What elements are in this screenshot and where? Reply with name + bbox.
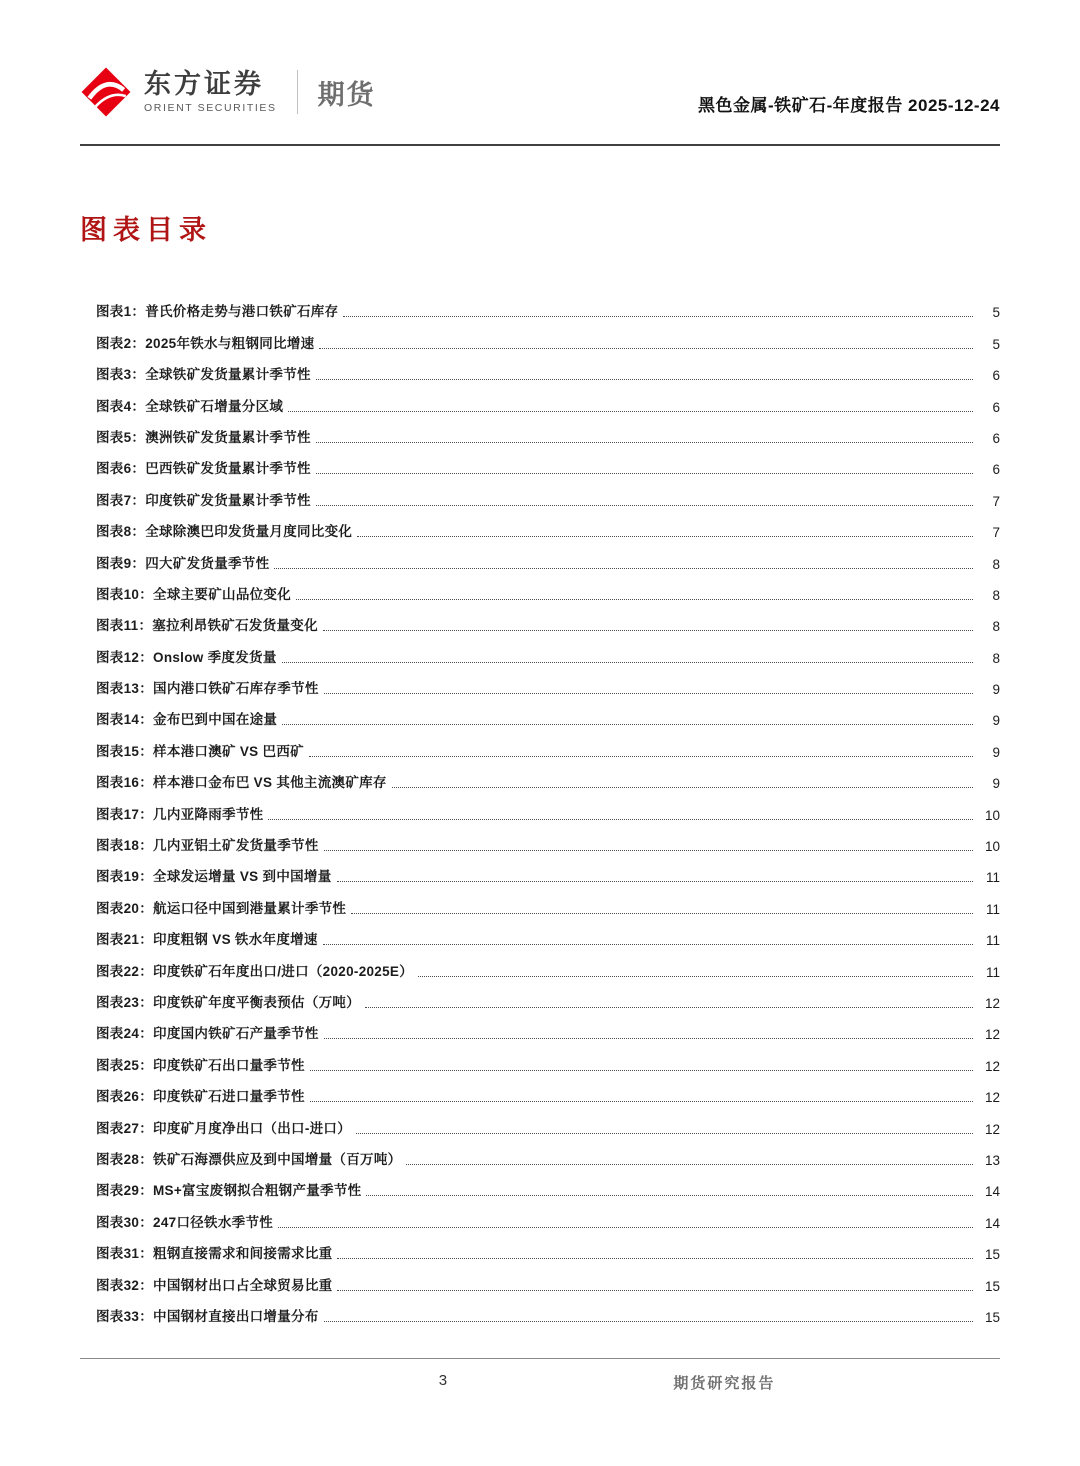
report-title: 黑色金属-铁矿石-年度报告 2025-12-24 [697, 96, 1000, 115]
brand-divider [297, 70, 298, 114]
department-label: 期货 [317, 79, 376, 110]
dot-leader [366, 1195, 973, 1196]
toc-section [80, 146, 1000, 1331]
dot-leader [337, 1258, 973, 1259]
orient-securities-logo-icon [80, 66, 132, 118]
toc-entry-page: 15 [984, 1278, 1000, 1294]
dot-leader [268, 819, 973, 820]
toc-entry-page: 9 [992, 713, 1000, 729]
toc-entry-label: 图表6：巴西铁矿发货量累计季节性 [96, 461, 311, 477]
toc-entry-page: 6 [992, 430, 1000, 446]
dot-leader [324, 850, 973, 851]
brand-name [144, 70, 277, 115]
toc-entry[interactable] [96, 923, 1000, 954]
toc-entry-page: 10 [984, 807, 1000, 823]
toc-entry-label: 图表9：四大矿发货量季节性 [96, 555, 270, 571]
toc-entry-page: 12 [984, 1058, 1000, 1074]
toc-entry-label: 图表16：样本港口金布巴 VS 其他主流澳矿库存 [96, 775, 387, 791]
toc-entry[interactable] [96, 546, 1000, 577]
page-number: 3 [438, 1372, 448, 1389]
footer-report-type-label: 期货研究报告 [673, 1375, 776, 1392]
toc-entry-page: 8 [992, 556, 1000, 572]
toc-entry-label: 图表15：样本港口澳矿 VS 巴西矿 [96, 743, 304, 759]
page-header [80, 66, 1000, 118]
toc-entry[interactable] [96, 1237, 1000, 1268]
toc-entry-page: 15 [984, 1309, 1000, 1325]
toc-entry-page: 13 [984, 1152, 1000, 1168]
toc-entry-page: 12 [984, 995, 1000, 1011]
dot-leader [316, 379, 973, 380]
toc-entry-page: 12 [984, 1027, 1000, 1043]
dot-leader [288, 411, 973, 412]
toc-entry-label: 图表19：全球发运增量 VS 到中国增量 [96, 869, 332, 885]
toc-entry[interactable] [96, 703, 1000, 734]
toc-entry-label: 图表29：MS+富宝废钢拟合粗钢产量季节性 [96, 1183, 362, 1199]
toc-entry-page: 8 [992, 650, 1000, 666]
dot-leader [282, 724, 973, 725]
toc-entry-label: 图表20：航运口径中国到港量累计季节性 [96, 900, 347, 916]
toc-entry-page: 9 [992, 776, 1000, 792]
toc-entry[interactable] [96, 452, 1000, 483]
toc-entry[interactable] [96, 986, 1000, 1017]
toc-entry-label: 图表32：中国钢材出口占全球贸易比重 [96, 1277, 333, 1293]
dot-leader [337, 1290, 973, 1291]
dot-leader [323, 944, 973, 945]
toc-entry[interactable] [96, 829, 1000, 860]
dot-leader [274, 568, 973, 569]
toc-entry-page: 9 [992, 682, 1000, 698]
toc-entry[interactable] [96, 1205, 1000, 1236]
toc-entry[interactable] [96, 358, 1000, 389]
toc-entry[interactable] [96, 1300, 1000, 1331]
brand-name-cn: 东方证券 [144, 68, 264, 99]
toc-entry-label: 图表31：粗钢直接需求和间接需求比重 [96, 1246, 333, 1262]
dot-leader [324, 693, 973, 694]
dot-leader [357, 536, 973, 537]
dot-leader [319, 348, 973, 349]
toc-entry-label: 图表18：几内亚铝土矿发货量季节性 [96, 838, 319, 854]
dot-leader [406, 1164, 973, 1165]
toc-entry-label: 图表8：全球除澳巴印发货量月度同比变化 [96, 524, 353, 540]
toc-entry-label: 图表26：印度铁矿石进口量季节性 [96, 1089, 305, 1105]
toc-entry-label: 图表33：中国钢材直接出口增量分布 [96, 1308, 319, 1324]
toc-entry[interactable] [96, 1143, 1000, 1174]
toc-entry-label: 图表10：全球主要矿山品位变化 [96, 586, 292, 602]
dot-leader [316, 442, 973, 443]
toc-entry-page: 6 [992, 462, 1000, 478]
toc-entry[interactable] [96, 672, 1000, 703]
dot-leader [282, 662, 973, 663]
dot-leader [310, 1070, 973, 1071]
toc-entry-page: 9 [992, 744, 1000, 760]
dot-leader [316, 505, 973, 506]
toc-entry-page: 10 [984, 839, 1000, 855]
toc-entry-page: 5 [992, 305, 1000, 321]
toc-entry-label: 图表22：印度铁矿石年度出口/进口（2020-2025E） [96, 963, 414, 979]
dot-leader [324, 1321, 973, 1322]
toc-entry-label: 图表1：普氏价格走势与港口铁矿石库存 [96, 304, 339, 320]
dot-leader [418, 976, 973, 977]
dot-leader [278, 1227, 973, 1228]
dot-leader [309, 756, 973, 757]
toc-entry-label: 图表14：金布巴到中国在途量 [96, 712, 278, 728]
toc-entry-page: 11 [985, 901, 1000, 917]
toc-entry[interactable] [96, 1048, 1000, 1079]
toc-entry[interactable] [96, 891, 1000, 922]
toc-entry-page: 8 [992, 619, 1000, 635]
toc-entry-page: 7 [992, 525, 1000, 541]
toc-entry-page: 14 [984, 1184, 1000, 1200]
toc-entry-page: 6 [992, 368, 1000, 384]
toc-entry-page: 12 [984, 1121, 1000, 1137]
toc-entry-label: 图表3：全球铁矿发货量累计季节性 [96, 367, 311, 383]
toc-entry-label: 图表25：印度铁矿石出口量季节性 [96, 1057, 305, 1073]
toc-entry-label: 图表24：印度国内铁矿石产量季节性 [96, 1026, 319, 1042]
dot-leader [324, 1038, 973, 1039]
toc-entry[interactable] [96, 860, 1000, 891]
toc-entry[interactable] [96, 640, 1000, 671]
toc-entry-label: 图表28：铁矿石海漂供应及到中国增量（百万吨） [96, 1151, 402, 1167]
toc-entry[interactable] [96, 483, 1000, 514]
toc-entry-label: 图表7：印度铁矿发货量累计季节性 [96, 492, 311, 508]
toc-entry[interactable] [96, 389, 1000, 420]
toc-entry[interactable] [96, 766, 1000, 797]
toc-entry[interactable] [96, 954, 1000, 985]
dot-leader [316, 473, 973, 474]
toc-entry[interactable] [96, 609, 1000, 640]
toc-title: 图表目录 [80, 215, 212, 245]
toc-entry-page: 12 [984, 1090, 1000, 1106]
toc-entry[interactable] [96, 326, 1000, 357]
toc-entry-page: 14 [984, 1215, 1000, 1231]
toc-entry-label: 图表4：全球铁矿石增量分区域 [96, 398, 284, 414]
dot-leader [365, 1007, 973, 1008]
toc-entry[interactable] [96, 515, 1000, 546]
dot-leader [296, 599, 973, 600]
toc-entry-label: 图表13：国内港口铁矿石库存季节性 [96, 681, 319, 697]
toc-entry-label: 图表12：Onslow 季度发货量 [96, 649, 277, 665]
toc-entry[interactable] [96, 1080, 1000, 1111]
dot-leader [351, 913, 973, 914]
toc-entry-page: 11 [985, 933, 1000, 949]
toc-entry-label: 图表21：印度粗钢 VS 铁水年度增速 [96, 932, 318, 948]
toc-entry-label: 图表5：澳洲铁矿发货量累计季节性 [96, 429, 311, 445]
toc-entry-page: 6 [992, 399, 1000, 415]
toc-entry[interactable] [96, 421, 1000, 452]
toc-entry[interactable] [96, 578, 1000, 609]
toc-entry-page: 15 [984, 1247, 1000, 1263]
toc-entry[interactable] [96, 734, 1000, 765]
toc-entry[interactable] [96, 797, 1000, 828]
toc-entry[interactable] [96, 1017, 1000, 1048]
toc-entry-page: 8 [992, 587, 1000, 603]
toc-entry-label: 图表17：几内亚降雨季节性 [96, 806, 264, 822]
toc-entry-page: 11 [985, 964, 1000, 980]
toc-entry[interactable] [96, 295, 1000, 326]
toc-entry-page: 5 [992, 336, 1000, 352]
toc-entry[interactable] [96, 1268, 1000, 1299]
toc-entry-label: 图表11：塞拉利昂铁矿石发货量变化 [96, 618, 318, 634]
page-footer [80, 1358, 1000, 1408]
toc-list [80, 295, 1000, 1331]
brand-name-en: ORIENT SECURITIES [144, 102, 277, 115]
toc-entry-label: 图表30：247口径铁水季节性 [96, 1214, 274, 1230]
toc-entry-label: 图表27：印度矿月度净出口（出口-进口） [96, 1120, 352, 1136]
toc-entry-label: 图表2：2025年铁水与粗钢同比增速 [96, 335, 315, 351]
toc-entry[interactable] [96, 1111, 1000, 1142]
brand-block [80, 66, 376, 118]
toc-entry-page: 11 [985, 870, 1000, 886]
toc-entry-page: 7 [992, 493, 1000, 509]
footer-inner [80, 1359, 1000, 1408]
dot-leader [337, 881, 973, 882]
dot-leader [392, 787, 973, 788]
toc-entry-label: 图表23：印度铁矿年度平衡表预估（万吨） [96, 994, 361, 1010]
dot-leader [310, 1101, 973, 1102]
dot-leader [343, 316, 973, 317]
dot-leader [323, 630, 973, 631]
toc-entry[interactable] [96, 1174, 1000, 1205]
dot-leader [356, 1133, 973, 1134]
